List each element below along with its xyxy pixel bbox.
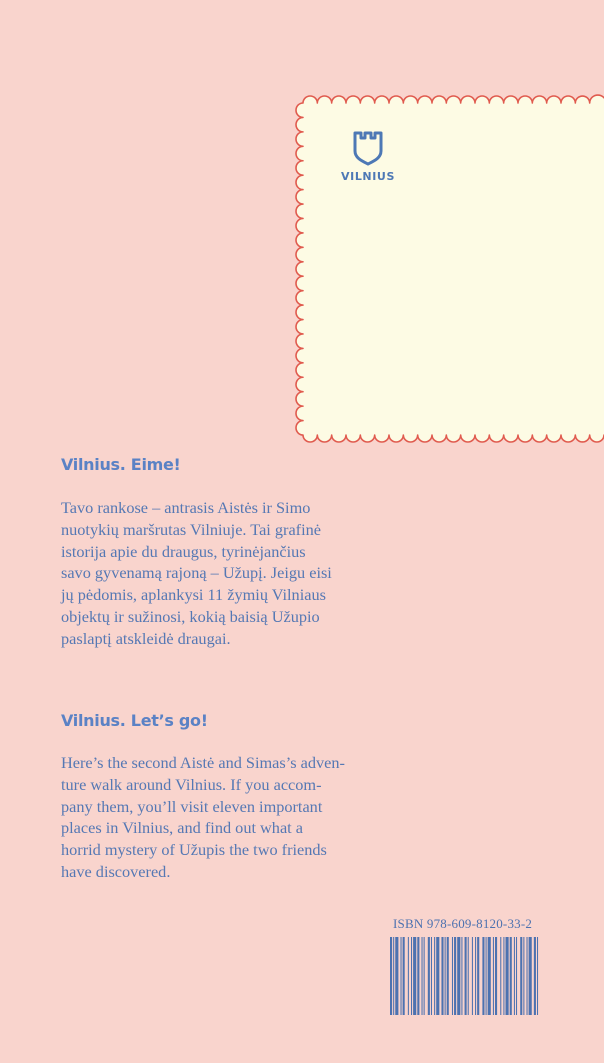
barcode-bar [403, 937, 405, 1015]
text-line: paslaptį atskleidė draugai. [61, 628, 231, 648]
barcode-bar [431, 937, 432, 1015]
text-line: jų pėdomis, aplankysi 11 žymių Vilniaus [61, 585, 326, 605]
barcode-bar [482, 937, 484, 1015]
text-line: istorija apie du draugus, tyrinėjančius [61, 541, 306, 561]
barcode-bar [390, 937, 392, 1015]
barcode-bar [475, 937, 476, 1015]
barcode-bar [472, 937, 473, 1015]
barcode-bar [422, 937, 423, 1015]
barcode-bar [447, 937, 449, 1015]
text-line: horrid mystery of Užupis the two friends [61, 840, 327, 860]
isbn-number: ISBN 978-609-8120-33-2 [393, 916, 533, 931]
text-line: ture walk around Vilnius. If you accom- [61, 774, 322, 794]
barcode-bar [465, 937, 467, 1015]
barcode-bar [493, 937, 494, 1015]
barcode [389, 937, 541, 1017]
barcode-bar [510, 937, 512, 1015]
barcode-bar [452, 937, 453, 1015]
barcode-bar [434, 937, 435, 1015]
tower-icon [352, 130, 384, 166]
logo-text: VILNIUS [341, 170, 395, 183]
barcode-bar [461, 937, 462, 1015]
description-lithuanian [61, 497, 371, 650]
barcode-bar [534, 937, 536, 1015]
barcode-bar [445, 937, 446, 1015]
barcode-bar [523, 937, 524, 1015]
barcode-bar [537, 937, 538, 1015]
barcode-bar [468, 937, 469, 1015]
barcode-bar [401, 937, 402, 1015]
barcode-bar [527, 937, 528, 1015]
text-line: have discovered. [61, 861, 171, 881]
barcode-bar [393, 937, 394, 1015]
barcode-bar [408, 937, 409, 1015]
barcode-bar [529, 937, 532, 1015]
barcode-bar [417, 937, 419, 1015]
barcode-bar [488, 937, 491, 1015]
barcode-bar [486, 937, 487, 1015]
barcode-bar [411, 937, 412, 1015]
barcode-bar [495, 937, 497, 1015]
barcode-bar [424, 937, 425, 1015]
heading-english: Vilnius. Let’s go! [61, 711, 208, 730]
barcode-bar [477, 937, 479, 1015]
heading-lithuanian: Vilnius. Eime! [61, 455, 181, 474]
text-line: places in Vilnius, and find out what a [61, 818, 303, 838]
barcode-bar [428, 937, 430, 1015]
text-line: savo gyvenamą rajoną – Užupį. Jeigu eisi [61, 563, 332, 583]
barcode-bar [514, 937, 515, 1015]
text-line: objektų ir sužinosi, kokią baisią Užupio [61, 606, 320, 626]
barcode-bar [520, 937, 522, 1015]
text-line: Here’s the second Aistė and Simas’s adven- [61, 753, 345, 772]
barcode-bar [500, 937, 501, 1015]
vilnius-logo [336, 130, 400, 183]
barcode-bar [503, 937, 504, 1015]
barcode-bar [395, 937, 398, 1015]
barcode-bar [441, 937, 443, 1015]
text-line: Tavo rankose – antrasis Aistės ir Simo [61, 498, 311, 517]
barcode-bar [506, 937, 509, 1015]
barcode-bar [413, 937, 416, 1015]
barcode-bar [436, 937, 439, 1015]
barcode-bar [516, 937, 517, 1015]
description-english [61, 752, 371, 883]
text-line: pany them, you’ll visit eleven important [61, 796, 323, 816]
barcode-bar [454, 937, 456, 1015]
barcode-bar [457, 937, 460, 1015]
text-line: nuotykių maršrutas Vilniuje. Tai grafinė [61, 519, 321, 539]
